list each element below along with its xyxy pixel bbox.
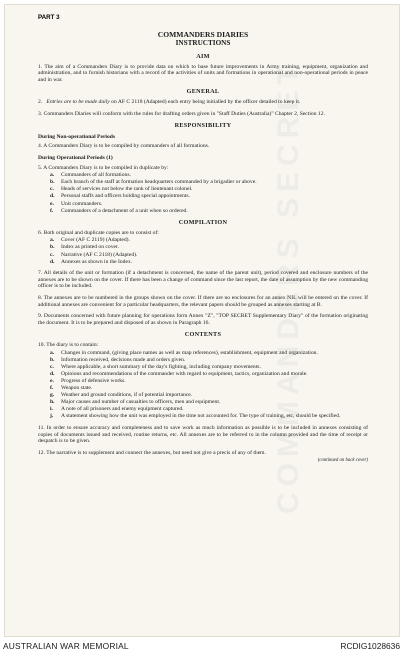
footer-source: AUSTRALIAN WAR MEMORIAL: [3, 641, 129, 651]
list-item: b. Index as printed on cover.: [50, 244, 119, 251]
list-item: c. Heads of services not below the rank of lieutenant colonel.: [50, 186, 193, 193]
paragraph-6: 6. Both original and duplicate copies are to consist of:: [38, 229, 159, 236]
paragraph-9: 9. Documents concerned with future planning for operations form Annex "Z", "TOP SECRET Supplementary Diary" of the formation originating the document. It is to be prepared and disposed of as shown in Paragraph 16.: [38, 313, 368, 326]
list-item: d. Personal staffs and officers holding special appointments.: [50, 193, 190, 200]
list-responsibility: [38, 172, 368, 214]
list-item: a. Commanders of all formations.: [50, 172, 131, 179]
section-heading-contents: CONTENTS: [184, 331, 222, 339]
subheading-operational: During Operational Periods (1): [38, 154, 113, 161]
list-item: j. A statement showing how the unit was employed in the time not accounted for. The type of training, etc, should be specified.: [50, 413, 341, 420]
subheading-non-operational: During Non-operational Periods: [38, 133, 116, 140]
paragraph-7: 7. All details of the unit or formation (if a detachment is concerned, the name of the parent unit), period covered and enclosure numbers of the annexes are to be shown on the cover. If there has been a change of command since the last report, the date of assumption by the new commanding officer is to be included.: [38, 270, 368, 290]
paragraph-5: 5. A Commanders Diary is to be compiled in duplicate by:: [38, 164, 169, 171]
list-contents: [38, 350, 368, 420]
list-item: d. Annexes as shown in the Index.: [50, 258, 133, 265]
page-subtitle: INSTRUCTIONS: [175, 39, 231, 47]
list-item: i. A note of all prisoners and enemy equipment captured.: [50, 406, 184, 413]
footer-id: RCDIG1028636: [340, 641, 400, 651]
list-item: b. Each branch of the staff at formation headquarters commanded by a brigadier or above.: [50, 179, 257, 186]
paragraph-10: 10. The diary is to contain:: [38, 342, 99, 348]
document-body: [38, 30, 368, 465]
section-heading-general: GENERAL: [186, 88, 220, 96]
paragraph-4: 4. A Commanders Diary is to be compiled by commanders of all formations.: [38, 143, 210, 150]
list-item: a. Changes in command, (giving place names as well as map references), establishment, equipment and organization.: [50, 349, 318, 356]
list-item: e. Progress of defensive works.: [50, 377, 126, 384]
paragraph-2-emphasis: Entries are to be made daily: [46, 98, 110, 105]
document-page: [4, 4, 400, 637]
list-item: b. Information received, decisions made and orders given.: [50, 356, 186, 363]
paragraph-12: 12. The narrative is to supplement and connect the annexes, but need not give a precis of any of them.: [38, 449, 266, 456]
list-item: c. Narrative (AF C 2118) (Adapted).: [50, 251, 138, 258]
paragraph-1: 1. The aim of a Commanders Diary is to provide data on which to base future improvements in Army training, equipment, organization and administration, and to furnish historians with a record of the activities of units and formations in operational and non-operational periods in peace and in war.: [38, 63, 368, 83]
paragraph-11: 11. In order to ensure accuracy and completeness and to save work as much information as possible is to be included in annexes consisting of copies of documents issued and received, routine returns, etc. All annexes are to be referred to in the column provided and the time of receipt or despatch is to be given.: [38, 425, 368, 445]
list-item: g. Weather and ground conditions, if of potential importance.: [50, 392, 193, 399]
list-item: f. Weapon state.: [50, 385, 93, 392]
section-heading-responsibility: RESPONSIBILITY: [174, 122, 232, 130]
paragraph-2-number: 2.: [38, 98, 43, 105]
list-compilation: [38, 237, 368, 265]
section-heading-aim: AIM: [196, 53, 210, 60]
list-item: h. Major causes and number of casualties to officers, men and equipment.: [50, 399, 221, 406]
part-label: PART 3: [38, 14, 60, 21]
paragraph-2-text: on AF C 2118 (Adapted) each entry being initialled by the officer detailed to keep it.: [111, 98, 301, 105]
paragraph-3: 3. Commanders Diaries will conform with the rules for drafting orders given in "Staff Duties (Australia)" Chapter 2, Section 12.: [38, 110, 325, 117]
list-item: e. Unit commanders.: [50, 200, 103, 207]
paragraph-8: 8. The annexes are to be numbered in the groups shown on the cover. If there are no enclosures for an annex NIL will be entered on the cover. If additional annexes are convenient for a particular headquarters, the relevant papers should be grouped as annexes starting at B.: [38, 295, 368, 308]
list-item: c. Where applicable, a short summary of the day's fighting, including company movements.: [50, 363, 261, 370]
paragraph-2: [38, 99, 368, 106]
page-title: COMMANDERS DIARIES: [157, 30, 249, 39]
list-item: d. Opinions and recommendations of the commander with regard to equipment, tactics, organization and morale.: [50, 370, 308, 377]
section-heading-compilation: COMPILATION: [178, 219, 228, 227]
continued-note: (continued on back cover): [317, 458, 368, 464]
list-item: f. Commanders of a detachment of a unit when so ordered.: [50, 207, 188, 214]
archive-footer: [0, 641, 404, 654]
list-item: a. Cover (AF C 2119) (Adapted).: [50, 237, 130, 244]
watermark: COMMANDERS SECRET: [272, 60, 305, 514]
